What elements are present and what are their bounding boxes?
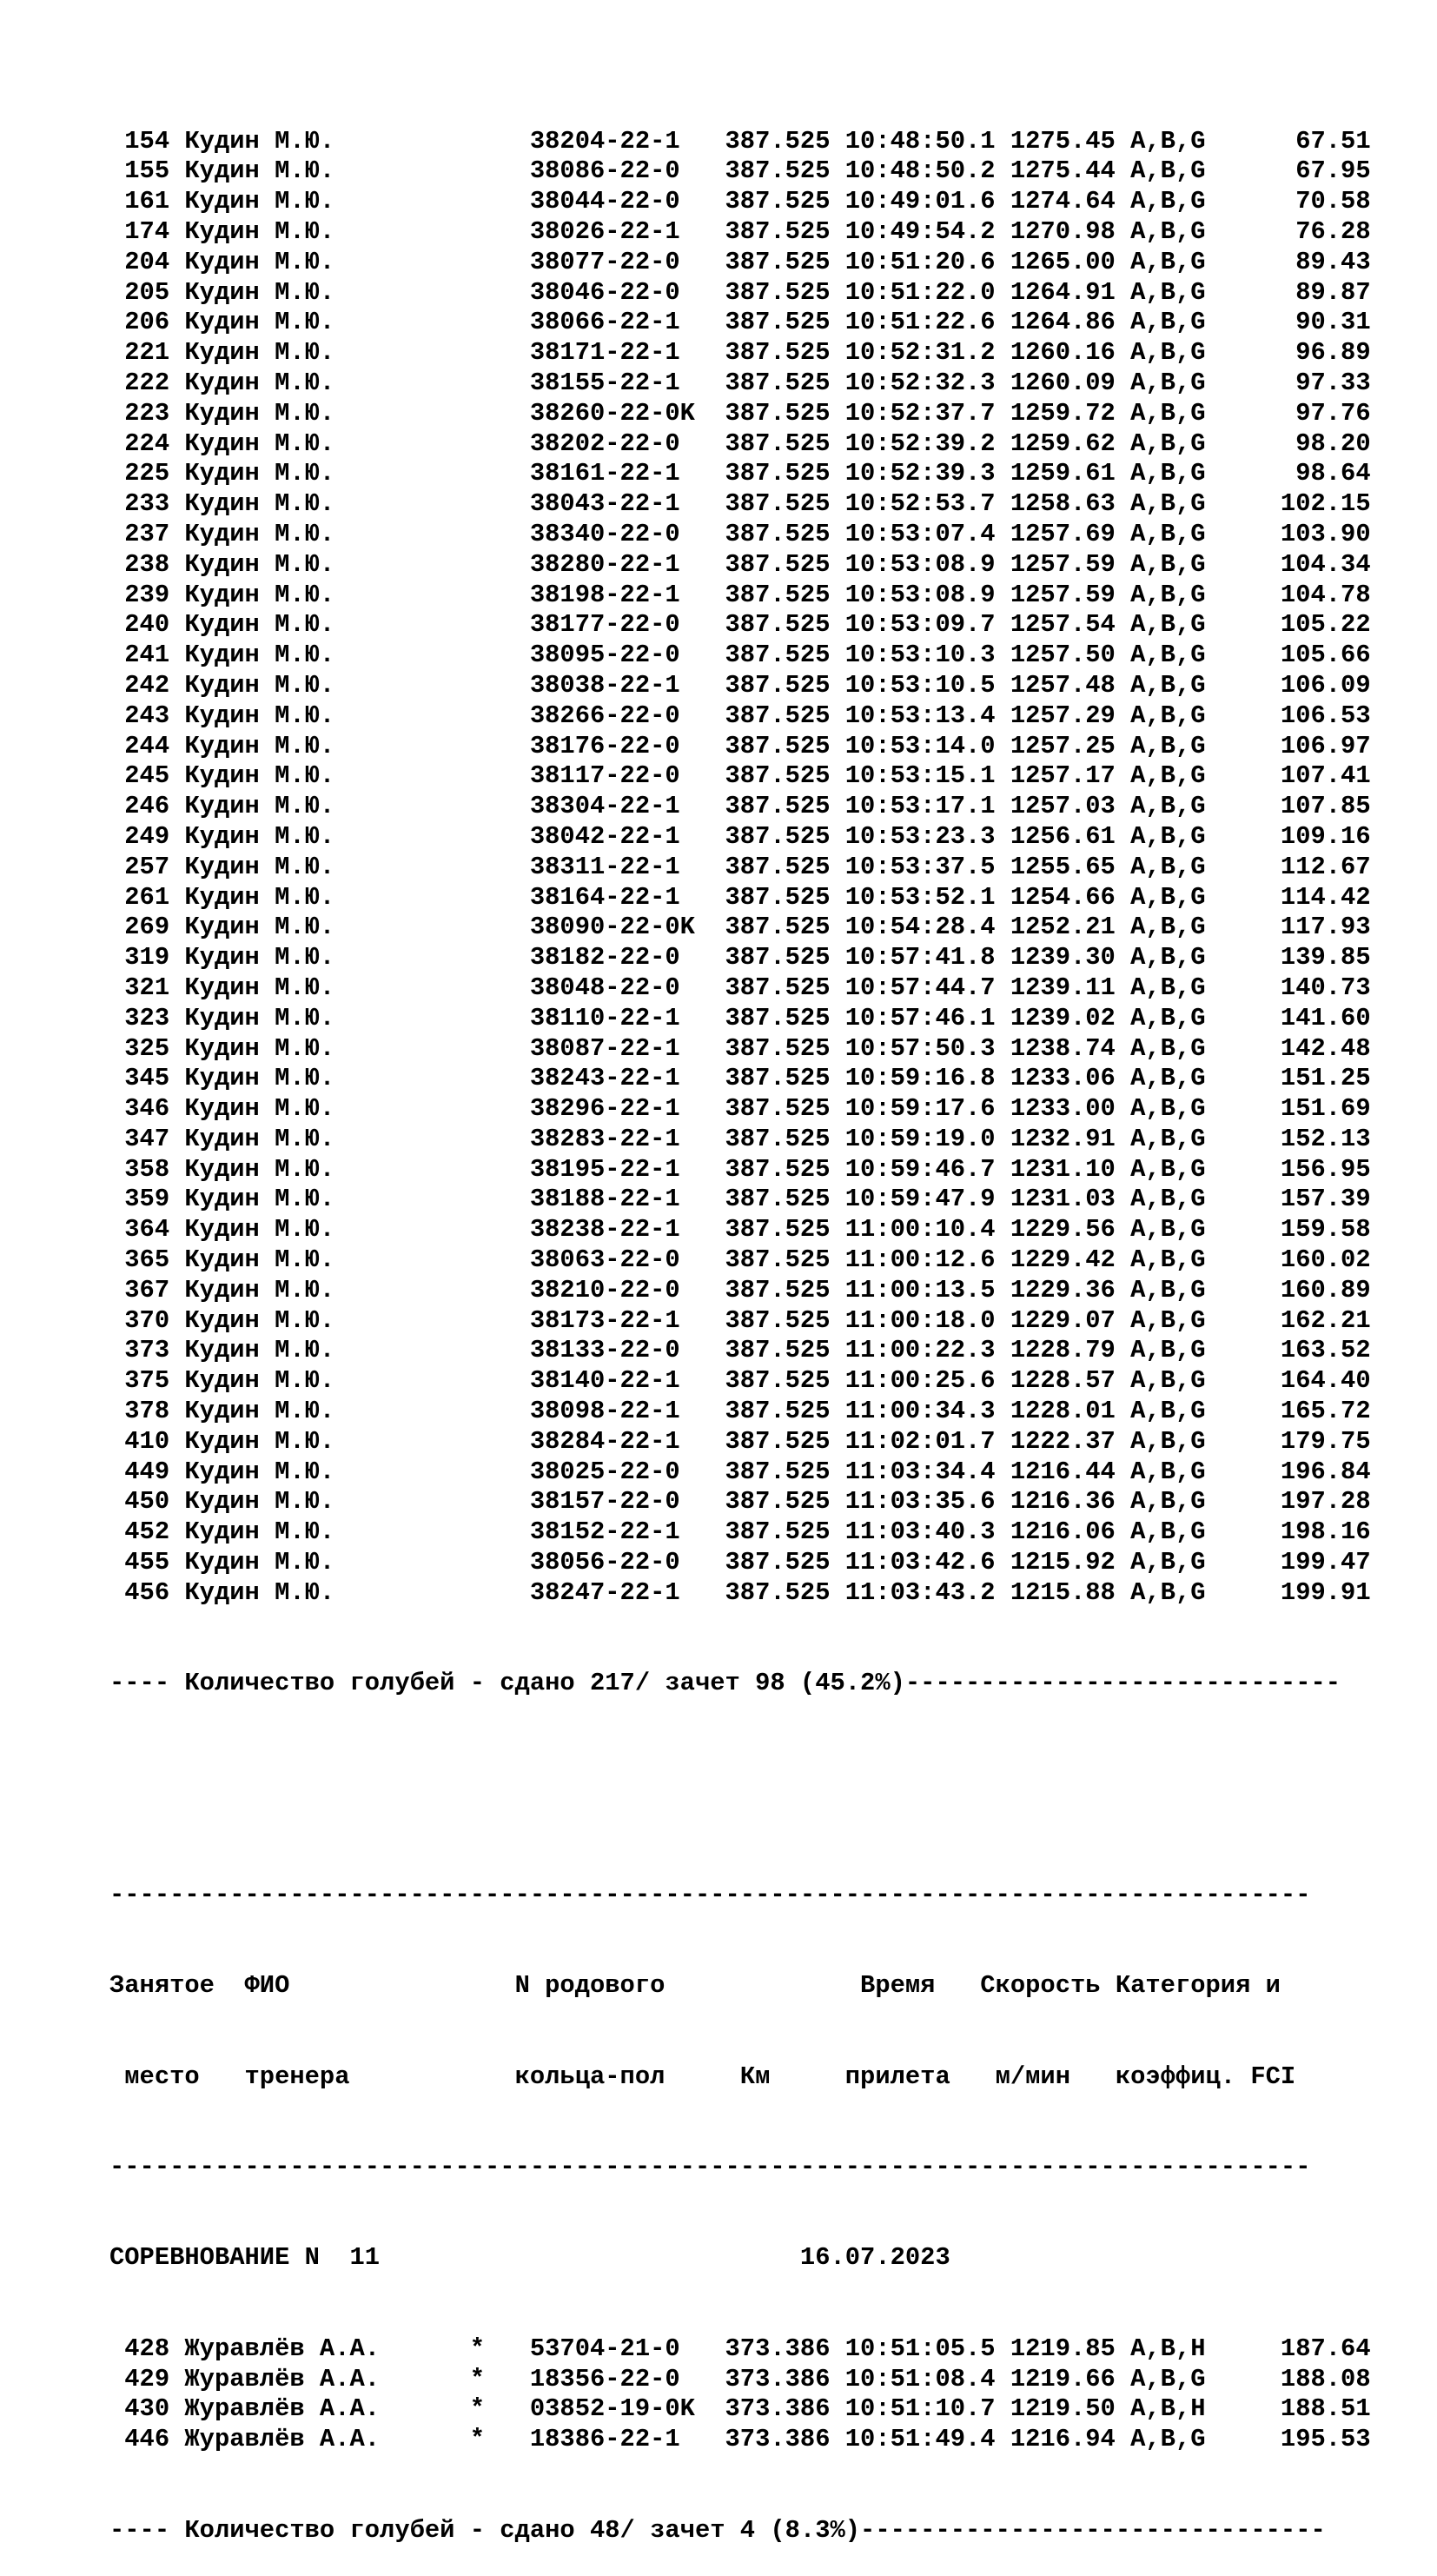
section1-summary: ---- Количество голубей - сдано 217/ зачет 98 (45.2%)----------------------------- — [109, 1669, 1341, 1698]
table-row: 261 Кудин М.Ю. 38164-22-1 387.525 10:53:52.1 1254.66 A,B,G 114.42 — [109, 882, 1371, 912]
results-page — [109, 66, 1413, 2576]
table-row: 325 Кудин М.Ю. 38087-22-1 387.525 10:57:50.3 1238.74 A,B,G 142.48 — [109, 1033, 1371, 1063]
section1-rows — [109, 127, 1413, 1609]
table-row: 370 Кудин М.Ю. 38173-22-1 387.525 11:00:18.0 1229.07 A,B,G 162.21 — [109, 1305, 1371, 1335]
table-row: 429 Журавлёв А.А. * 18356-22-0 373.386 10:51:08.4 1219.66 A,B,G 188.08 — [109, 2364, 1371, 2393]
table-row: 367 Кудин М.Ю. 38210-22-0 387.525 11:00:13.5 1229.36 A,B,G 160.89 — [109, 1275, 1371, 1305]
table-row: 378 Кудин М.Ю. 38098-22-1 387.525 11:00:34.3 1228.01 A,B,G 165.72 — [109, 1397, 1371, 1426]
table-row: 364 Кудин М.Ю. 38238-22-1 387.525 11:00:10.4 1229.56 A,B,G 159.58 — [109, 1215, 1371, 1245]
header-line-2: место тренера кольца-пол Км прилета м/мин коэффиц. FCI — [109, 2061, 1296, 2091]
table-row: 222 Кудин М.Ю. 38155-22-1 387.525 10:52:32.3 1260.09 A,B,G 97.33 — [109, 368, 1371, 397]
table-row: 428 Журавлёв А.А. * 53704-21-0 373.386 10:51:05.5 1219.85 A,B,H 187.64 — [109, 2334, 1371, 2363]
table-row: 319 Кудин М.Ю. 38182-22-0 387.525 10:57:41.8 1239.30 A,B,G 139.85 — [109, 943, 1371, 973]
table-row: 240 Кудин М.Ю. 38177-22-0 387.525 10:53:09.7 1257.54 A,B,G 105.22 — [109, 610, 1371, 640]
table-row: 221 Кудин М.Ю. 38171-22-1 387.525 10:52:31.2 1260.16 A,B,G 96.89 — [109, 338, 1371, 368]
table-row: 257 Кудин М.Ю. 38311-22-1 387.525 10:53:37.5 1255.65 A,B,G 112.67 — [109, 852, 1371, 881]
table-row: 174 Кудин М.Ю. 38026-22-1 387.525 10:49:54.2 1270.98 A,B,G 76.28 — [109, 216, 1371, 246]
table-row: 323 Кудин М.Ю. 38110-22-1 387.525 10:57:46.1 1239.02 A,B,G 141.60 — [109, 1003, 1371, 1032]
table-row: 238 Кудин М.Ю. 38280-22-1 387.525 10:53:08.9 1257.59 A,B,G 104.34 — [109, 549, 1371, 579]
table-row: 206 Кудин М.Ю. 38066-22-1 387.525 10:51:22.6 1264.86 A,B,G 90.31 — [109, 308, 1371, 337]
table-row: 430 Журавлёв А.А. * 03852-19-0K 373.386 10:51:10.7 1219.50 A,B,H 188.51 — [109, 2394, 1371, 2424]
table-row: 359 Кудин М.Ю. 38188-22-1 387.525 10:59:47.9 1231.03 A,B,G 157.39 — [109, 1185, 1371, 1214]
table-row: 205 Кудин М.Ю. 38046-22-0 387.525 10:51:22.0 1264.91 A,B,G 89.87 — [109, 277, 1371, 307]
spacer — [109, 1760, 1413, 1821]
table-row: 241 Кудин М.Ю. 38095-22-0 387.525 10:53:10.3 1257.50 A,B,G 105.66 — [109, 641, 1371, 670]
table-row: 321 Кудин М.Ю. 38048-22-0 387.525 10:57:44.7 1239.11 A,B,G 140.73 — [109, 973, 1371, 1002]
table-row: 161 Кудин М.Ю. 38044-22-0 387.525 10:49:01.6 1274.64 A,B,G 70.58 — [109, 187, 1371, 216]
header-rule-top: -------------------------------------------------------------------------------- — [109, 1880, 1311, 1909]
table-row: 204 Кудин М.Ю. 38077-22-0 387.525 10:51:20.6 1265.00 A,B,G 89.43 — [109, 247, 1371, 276]
header-line-1: Занятое ФИО N родового Время Скорость Категория и — [109, 1971, 1281, 2001]
table-row: 449 Кудин М.Ю. 38025-22-0 387.525 11:03:34.4 1216.44 A,B,G 196.84 — [109, 1457, 1371, 1486]
header-rule-bottom: -------------------------------------------------------------------------------- — [109, 2152, 1311, 2181]
table-row: 242 Кудин М.Ю. 38038-22-1 387.525 10:53:10.5 1257.48 A,B,G 106.09 — [109, 670, 1371, 700]
table-row: 410 Кудин М.Ю. 38284-22-1 387.525 11:02:01.7 1222.37 A,B,G 179.75 — [109, 1426, 1371, 1456]
section2-summary: ---- Количество голубей - сдано 48/ зачет 4 (8.3%)------------------------------- — [109, 2515, 1326, 2545]
table-row: 246 Кудин М.Ю. 38304-22-1 387.525 10:53:17.1 1257.03 A,B,G 107.85 — [109, 792, 1371, 821]
table-row: 446 Журавлёв А.А. * 18386-22-1 373.386 10:51:49.4 1216.94 A,B,G 195.53 — [109, 2425, 1371, 2454]
table-row: 244 Кудин М.Ю. 38176-22-0 387.525 10:53:14.0 1257.25 A,B,G 106.97 — [109, 731, 1371, 760]
table-row: 155 Кудин М.Ю. 38086-22-0 387.525 10:48:50.2 1275.44 A,B,G 67.95 — [109, 156, 1371, 186]
table-row: 239 Кудин М.Ю. 38198-22-1 387.525 10:53:08.9 1257.59 A,B,G 104.78 — [109, 580, 1371, 609]
table-row: 450 Кудин М.Ю. 38157-22-0 387.525 11:03:35.6 1216.36 A,B,G 197.28 — [109, 1487, 1371, 1517]
table-row: 373 Кудин М.Ю. 38133-22-0 387.525 11:00:22.3 1228.79 A,B,G 163.52 — [109, 1336, 1371, 1365]
table-row: 375 Кудин М.Ю. 38140-22-1 387.525 11:00:25.6 1228.57 A,B,G 164.40 — [109, 1366, 1371, 1396]
table-row: 233 Кудин М.Ю. 38043-22-1 387.525 10:52:53.7 1258.63 A,B,G 102.15 — [109, 489, 1371, 519]
section2-rows — [109, 2334, 1413, 2455]
table-row: 347 Кудин М.Ю. 38283-22-1 387.525 10:59:19.0 1232.91 A,B,G 152.13 — [109, 1124, 1371, 1153]
table-row: 452 Кудин М.Ю. 38152-22-1 387.525 11:03:40.3 1216.06 A,B,G 198.16 — [109, 1517, 1371, 1547]
table-row: 245 Кудин М.Ю. 38117-22-0 387.525 10:53:15.1 1257.17 A,B,G 107.41 — [109, 761, 1371, 791]
table-row: 154 Кудин М.Ю. 38204-22-1 387.525 10:48:50.1 1275.45 A,B,G 67.51 — [109, 126, 1371, 156]
table-row: 237 Кудин М.Ю. 38340-22-0 387.525 10:53:07.4 1257.69 A,B,G 103.90 — [109, 519, 1371, 548]
table-row: 358 Кудин М.Ю. 38195-22-1 387.525 10:59:46.7 1231.10 A,B,G 156.95 — [109, 1154, 1371, 1184]
table-row: 456 Кудин М.Ю. 38247-22-1 387.525 11:03:43.2 1215.88 A,B,G 199.91 — [109, 1577, 1371, 1607]
table-row: 224 Кудин М.Ю. 38202-22-0 387.525 10:52:39.2 1259.62 A,B,G 98.20 — [109, 428, 1371, 458]
table-row: 223 Кудин М.Ю. 38260-22-0K 387.525 10:52:37.7 1259.72 A,B,G 97.76 — [109, 398, 1371, 428]
table-row: 346 Кудин М.Ю. 38296-22-1 387.525 10:59:17.6 1233.00 A,B,G 151.69 — [109, 1094, 1371, 1124]
competition-title: СОРЕВНОВАНИЕ N 11 16.07.2023 — [109, 2243, 950, 2273]
table-row: 249 Кудин М.Ю. 38042-22-1 387.525 10:53:23.3 1256.61 A,B,G 109.16 — [109, 821, 1371, 851]
table-row: 269 Кудин М.Ю. 38090-22-0K 387.525 10:54:28.4 1252.21 A,B,G 117.93 — [109, 913, 1371, 942]
table-row: 225 Кудин М.Ю. 38161-22-1 387.525 10:52:39.3 1259.61 A,B,G 98.64 — [109, 459, 1371, 488]
table-row: 243 Кудин М.Ю. 38266-22-0 387.525 10:53:13.4 1257.29 A,B,G 106.53 — [109, 700, 1371, 730]
table-row: 455 Кудин М.Ю. 38056-22-0 387.525 11:03:42.6 1215.92 A,B,G 199.47 — [109, 1548, 1371, 1577]
table-row: 345 Кудин М.Ю. 38243-22-1 387.525 10:59:16.8 1233.06 A,B,G 151.25 — [109, 1064, 1371, 1093]
table-row: 365 Кудин М.Ю. 38063-22-0 387.525 11:00:12.6 1229.42 A,B,G 160.02 — [109, 1245, 1371, 1275]
